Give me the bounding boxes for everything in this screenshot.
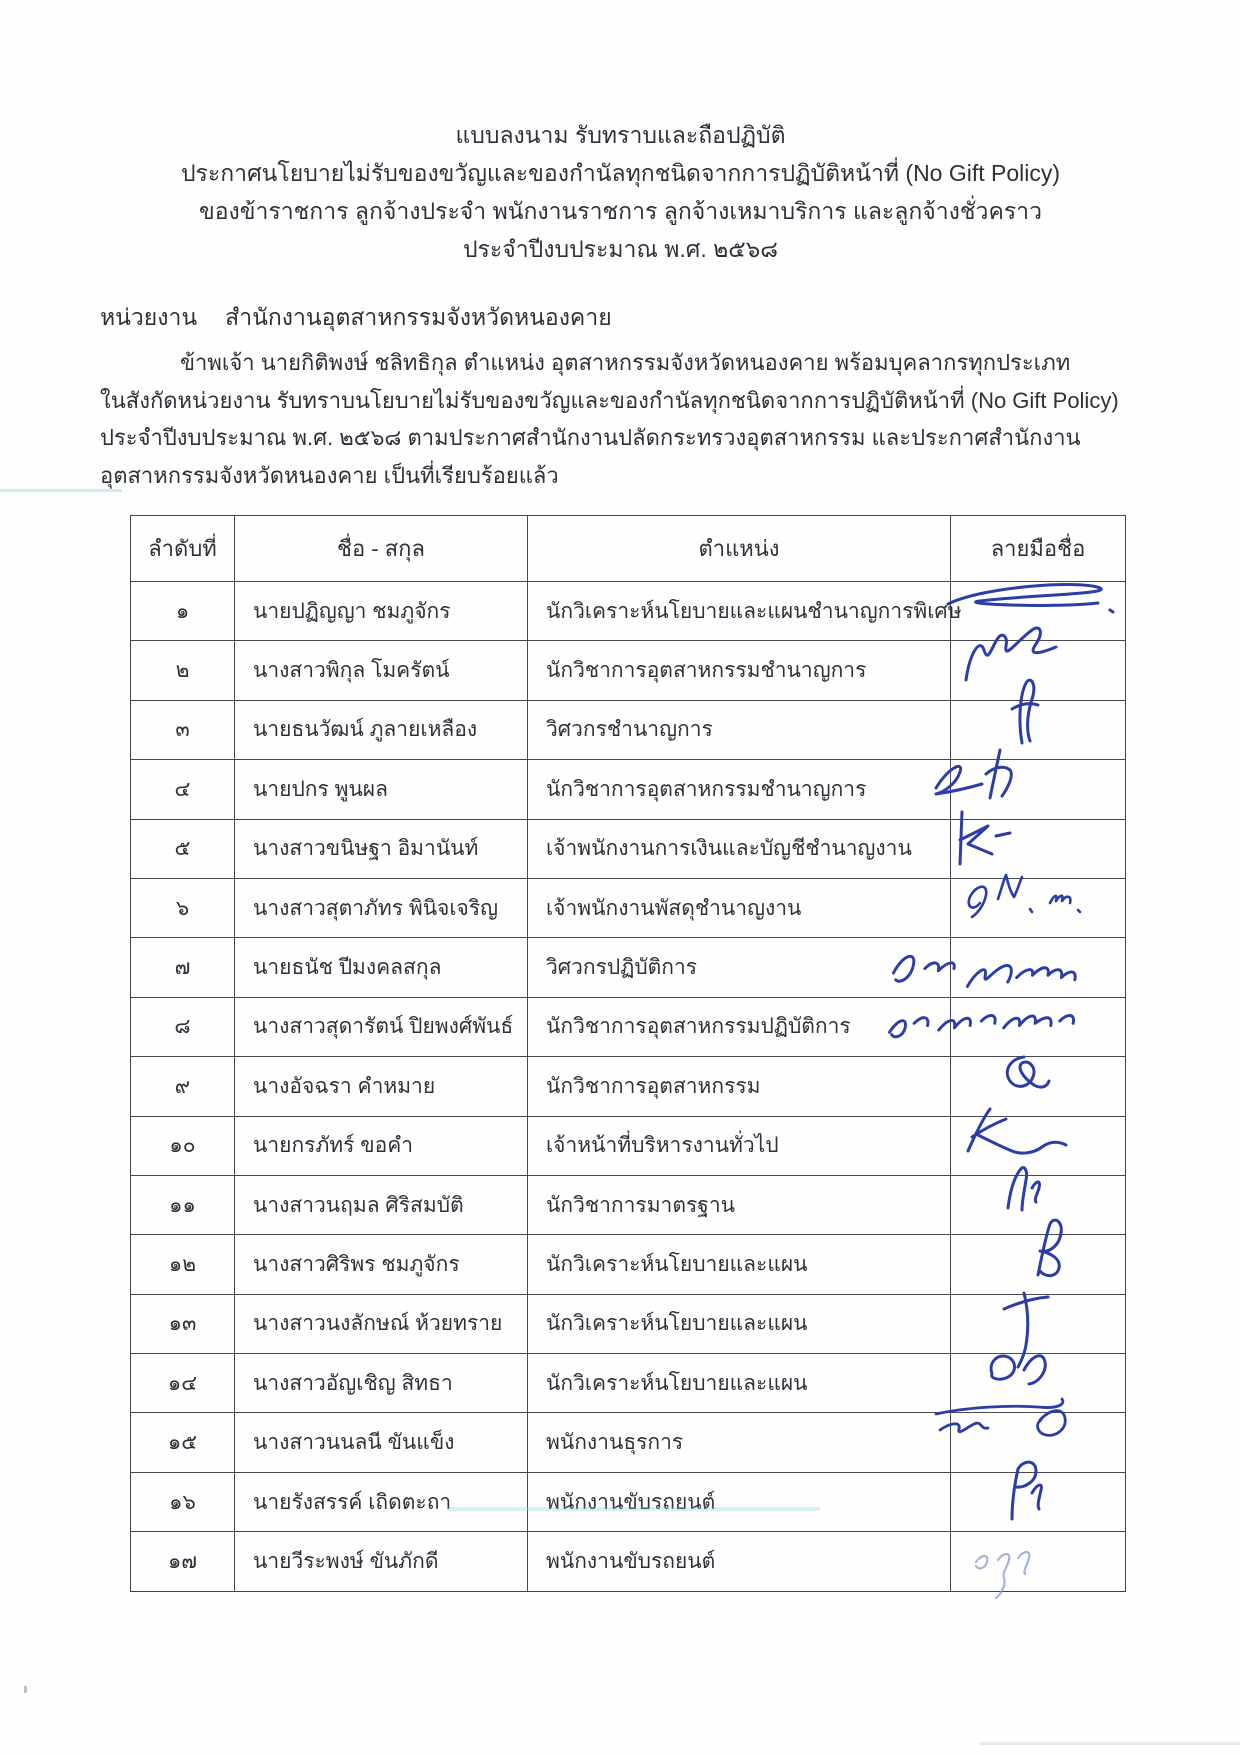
signature-scribble	[938, 992, 1138, 1062]
table-header-cell: ตำแหน่ง	[528, 516, 951, 581]
signature-scribble	[938, 814, 1138, 884]
table-row	[131, 998, 1125, 1057]
table-row	[131, 1235, 1125, 1294]
paragraph-line: อุตสาหกรรมจังหวัดหนองคาย เป็นที่เรียบร้อยแล้ว	[100, 462, 559, 488]
signature-scribble	[938, 1289, 1138, 1359]
name-cell: นางสาวขนิษฐา อิมานันท์	[235, 820, 528, 878]
name-cell: นายปกร พูนผล	[235, 760, 528, 818]
row-number-cell: ๔	[131, 760, 235, 818]
signature-cell	[951, 1235, 1125, 1293]
signature-scribble	[938, 576, 1138, 646]
scan-artifact-dot	[24, 1686, 27, 1693]
scan-artifact-gray-smudge	[980, 1742, 1240, 1745]
position-cell: เจ้าหน้าที่บริหารงานทั่วไป	[528, 1117, 951, 1175]
signature-cell	[951, 582, 1125, 640]
table-row	[131, 641, 1125, 700]
name-cell: นางสาวศิริพร ชมภูจักร	[235, 1235, 528, 1293]
signature-scribble	[938, 1170, 1138, 1240]
name-cell: นายรังสรรค์ เถิดตะถา	[235, 1473, 528, 1531]
row-number-cell: ๕	[131, 820, 235, 878]
paragraph-line: ในสังกัดหน่วยงาน รับทราบนโยบายไม่รับของขวัญและของกำนัลทุกชนิดจากการปฏิบัติหน้าที่ (No Gift Policy)	[100, 387, 1119, 413]
row-number-cell: ๑๐	[131, 1117, 235, 1175]
signature-scribble	[938, 695, 1138, 765]
name-cell: นายกรภัทร์ ขอคำ	[235, 1117, 528, 1175]
document-title-block	[0, 116, 1241, 268]
signature-scribble	[938, 1526, 1138, 1596]
table-row	[131, 582, 1125, 641]
name-cell: นายธนัช ปีมงคลสกุล	[235, 938, 528, 996]
name-cell: นางสาวพิกุล โมครัตน์	[235, 641, 528, 699]
signature-cell	[951, 1532, 1125, 1590]
table-row	[131, 760, 1125, 819]
row-number-cell: ๑๗	[131, 1532, 235, 1590]
table-header-cell: ลายมือชื่อ	[990, 536, 1086, 561]
table-header-cell: ลำดับที่	[131, 516, 235, 581]
row-number-cell: ๓	[131, 701, 235, 759]
table-row	[131, 1295, 1125, 1354]
position-cell: นักวิชาการอุตสาหกรรมชำนาญการ	[528, 641, 951, 699]
row-number-cell: ๒	[131, 641, 235, 699]
title-line: แบบลงนาม รับทราบและถือปฏิบัติ	[455, 122, 786, 148]
signature-cell	[951, 1057, 1125, 1115]
position-cell: นักวิเคราะห์นโยบายและแผน	[528, 1295, 951, 1353]
acknowledgement-paragraph	[100, 344, 1144, 494]
table-row	[131, 701, 1125, 760]
signature-scribble	[938, 1467, 1138, 1537]
signature-cell	[951, 641, 1125, 699]
agency-value: สำนักงานอุตสาหกรรมจังหวัดหนองคาย	[225, 304, 612, 330]
table-header-row	[131, 516, 1125, 582]
signature-cell	[951, 1354, 1125, 1412]
signature-cell	[951, 998, 1125, 1056]
table-row	[131, 1117, 1125, 1176]
signature-cell	[951, 1413, 1125, 1471]
position-cell: วิศวกรปฏิบัติการ	[528, 938, 951, 996]
position-cell: นักวิชาการอุตสาหกรรม	[528, 1057, 951, 1115]
name-cell: นางสาวนฤมล ศิริสมบัติ	[235, 1176, 528, 1234]
table-row	[131, 938, 1125, 997]
table-row	[131, 1176, 1125, 1235]
name-cell: นางสาวสุดารัตน์ ปิยพงศ์พันธ์	[235, 998, 528, 1056]
position-cell: นักวิเคราะห์นโยบายและแผนชำนาญการพิเศษ	[528, 582, 951, 640]
signature-cell	[951, 701, 1125, 759]
position-cell: นักวิชาการมาตรฐาน	[528, 1176, 951, 1234]
table-row	[131, 1057, 1125, 1116]
row-number-cell: ๑๑	[131, 1176, 235, 1234]
title-line: ประกาศนโยบายไม่รับของขวัญและของกำนัลทุกชนิดจากการปฏิบัติหน้าที่ (No Gift Policy)	[180, 160, 1061, 186]
signature-cell	[951, 1176, 1125, 1234]
signature-cell	[951, 1117, 1125, 1175]
signature-scribble	[938, 1408, 1138, 1478]
position-cell: พนักงานขับรถยนต์	[528, 1473, 951, 1531]
paragraph-line: ประจำปีงบประมาณ พ.ศ. ๒๕๖๘ ตามประกาศสำนักงานปลัดกระทรวงอุตสาหกรรม และประกาศสำนักงาน	[100, 425, 1081, 450]
name-cell: นางสาวนงลักษณ์ ห้วยทราย	[235, 1295, 528, 1353]
table-row	[131, 1532, 1125, 1590]
position-cell: เจ้าพนักงานพัสดุชำนาญงาน	[528, 879, 951, 937]
signature-cell	[951, 1295, 1125, 1353]
table-row	[131, 1354, 1125, 1413]
table-body	[131, 582, 1125, 1591]
position-cell: พนักงานขับรถยนต์	[528, 1532, 951, 1590]
position-cell: เจ้าพนักงานการเงินและบัญชีชำนาญงาน	[528, 820, 951, 878]
table-row	[131, 1413, 1125, 1472]
row-number-cell: ๑๓	[131, 1295, 235, 1353]
name-cell: นายวีระพงษ์ ขันภักดี	[235, 1532, 528, 1590]
signature-cell	[951, 879, 1125, 937]
agency-line	[100, 300, 612, 336]
name-cell: นายธนวัฒน์ ภูลายเหลือง	[235, 701, 528, 759]
signature-scribble	[938, 873, 1138, 943]
row-number-cell: ๑๒	[131, 1235, 235, 1293]
signature-scribble	[938, 933, 1138, 1003]
signature-table	[130, 515, 1126, 1592]
title-line: ของข้าราชการ ลูกจ้างประจำ พนักงานราชการ ลูกจ้างเหมาบริการ และลูกจ้างชั่วคราว	[198, 198, 1043, 224]
name-cell: นางอัจฉรา คำหมาย	[235, 1057, 528, 1115]
position-cell: นักวิชาการอุตสาหกรรมปฏิบัติการ	[528, 998, 951, 1056]
row-number-cell: ๙	[131, 1057, 235, 1115]
signature-cell	[951, 1473, 1125, 1531]
row-number-cell: ๘	[131, 998, 235, 1056]
signature-scribble	[938, 1051, 1138, 1121]
table-header-cell: ชื่อ - สกุล	[235, 516, 528, 581]
signature-scribble	[938, 1229, 1138, 1299]
row-number-cell: ๑๖	[131, 1473, 235, 1531]
name-cell: นางสาวสุตาภัทร พินิจเจริญ	[235, 879, 528, 937]
position-cell: นักวิเคราะห์นโยบายและแผน	[528, 1235, 951, 1293]
signature-cell	[951, 820, 1125, 878]
name-cell: นางสาวนนลนี ขันแข็ง	[235, 1413, 528, 1471]
position-cell: นักวิเคราะห์นโยบายและแผน	[528, 1354, 951, 1412]
title-line: ประจำปีงบประมาณ พ.ศ. ๒๕๖๘	[462, 236, 779, 262]
table-row	[131, 820, 1125, 879]
position-cell: พนักงานธุรการ	[528, 1413, 951, 1471]
signature-scribble	[938, 1348, 1138, 1418]
row-number-cell: ๑	[131, 582, 235, 640]
signature-scribble	[938, 636, 1138, 706]
name-cell: นายปฏิญญา ชมภูจักร	[235, 582, 528, 640]
row-number-cell: ๑๔	[131, 1354, 235, 1412]
agency-label: หน่วยงาน	[100, 304, 198, 330]
table-row	[131, 879, 1125, 938]
signature-cell	[951, 760, 1125, 818]
position-cell: นักวิชาการอุตสาหกรรมชำนาญการ	[528, 760, 951, 818]
row-number-cell: ๖	[131, 879, 235, 937]
table-row	[131, 1473, 1125, 1532]
signature-scribble	[938, 1111, 1138, 1181]
row-number-cell: ๑๕	[131, 1413, 235, 1471]
name-cell: นางสาวอัญเชิญ สิทธา	[235, 1354, 528, 1412]
signature-scribble	[938, 754, 1138, 824]
position-cell: วิศวกรชำนาญการ	[528, 701, 951, 759]
signature-cell	[951, 938, 1125, 996]
paragraph-line: ข้าพเจ้า นายกิติพงษ์ ชลิทธิกุล ตำแหน่ง อุตสาหกรรมจังหวัดหนองคาย พร้อมบุคลากรทุกประเภท	[180, 350, 1071, 375]
row-number-cell: ๗	[131, 938, 235, 996]
